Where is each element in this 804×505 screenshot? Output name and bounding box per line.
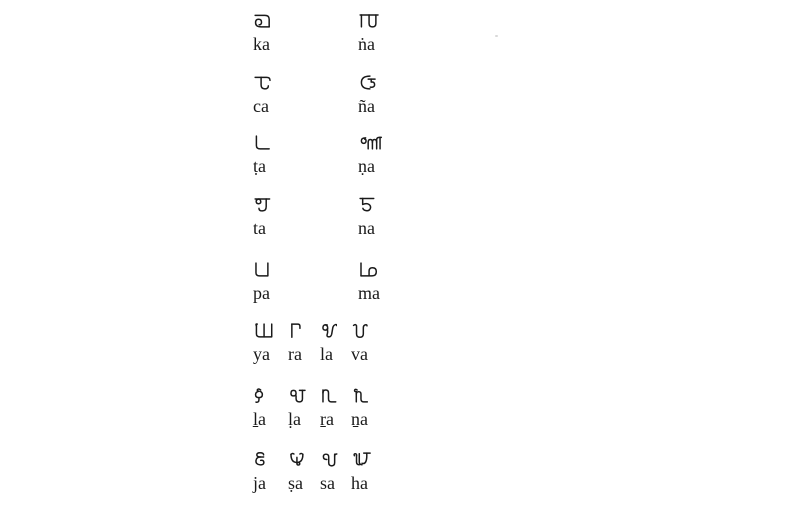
cell-nga <box>358 12 379 55</box>
transliteration: ta <box>253 218 266 238</box>
transliteration: ya <box>253 344 270 364</box>
cell-ja <box>253 451 270 494</box>
cell-rra <box>320 387 337 430</box>
cell-ra <box>288 322 302 365</box>
tamil-letter-glyph <box>253 12 271 29</box>
transliteration: pa <box>253 283 270 303</box>
transliteration: ṭa <box>253 156 266 176</box>
cell-ssa <box>288 451 307 494</box>
tamil-letter-glyph <box>351 322 368 339</box>
cell-ta <box>253 196 271 239</box>
cell-ma <box>358 261 380 304</box>
chart-row-tamil-special <box>0 387 804 437</box>
transliteration: ka <box>253 34 270 54</box>
transliteration: ṇa <box>358 156 375 176</box>
cell-nna <box>358 134 383 177</box>
tamil-letter-glyph <box>358 261 378 278</box>
tamil-letter-glyph <box>288 387 307 404</box>
tamil-letter-glyph <box>253 196 271 213</box>
chart-row-grantha <box>0 451 804 501</box>
tamil-letter-glyph <box>320 387 337 404</box>
cell-nnna <box>351 387 368 430</box>
tamil-letter-glyph <box>253 387 270 404</box>
tamil-letter-glyph <box>320 322 337 339</box>
cell-ya <box>253 322 274 365</box>
tamil-letter-glyph <box>351 451 371 468</box>
tamil-letter-glyph <box>358 12 379 29</box>
cell-ha <box>351 451 371 494</box>
chart-row-dental <box>0 196 804 246</box>
cell-lla <box>253 387 270 430</box>
transliteration: ḷa <box>288 409 301 429</box>
tamil-letter-glyph <box>320 451 339 468</box>
transliteration: ma <box>358 283 380 303</box>
cell-pa <box>253 261 270 304</box>
cell-na <box>358 196 375 239</box>
tamil-letter-glyph <box>253 322 274 339</box>
tamil-letter-glyph <box>253 74 271 91</box>
cell-ka <box>253 12 271 55</box>
chart-row-medials <box>0 322 804 372</box>
tamil-letter-glyph <box>358 196 375 213</box>
transliteration: ṉa <box>351 409 368 429</box>
transliteration: ḻa <box>253 409 266 429</box>
chart-row-labial <box>0 261 804 311</box>
tamil-letter-glyph <box>351 387 368 404</box>
tamil-letter-glyph <box>288 322 301 339</box>
transliteration: na <box>358 218 375 238</box>
transliteration: ṅa <box>358 34 375 54</box>
transliteration: ṣa <box>288 473 303 493</box>
transliteration: ña <box>358 96 375 116</box>
transliteration: ca <box>253 96 269 116</box>
tamil-letter-glyph <box>253 261 270 278</box>
cell-sa <box>320 451 339 494</box>
tamil-letter-glyph <box>253 134 270 151</box>
chart-row-palatal <box>0 74 804 124</box>
cell-ca <box>253 74 271 117</box>
transliteration: va <box>351 344 368 364</box>
cell-nya <box>358 74 378 117</box>
transliteration: ra <box>288 344 302 364</box>
cell-va <box>351 322 368 365</box>
chart-row-velar <box>0 12 804 62</box>
tamil-letter-glyph <box>253 451 270 468</box>
transliteration: sa <box>320 473 335 493</box>
transliteration: la <box>320 344 333 364</box>
cell-la <box>320 322 337 365</box>
cell-tta <box>253 134 270 177</box>
cell-llla <box>288 387 307 430</box>
chart-row-retroflex <box>0 134 804 184</box>
tamil-letter-glyph <box>358 74 378 91</box>
tamil-letter-glyph <box>358 134 383 151</box>
transliteration: ha <box>351 473 368 493</box>
transliteration: ṟa <box>320 409 334 429</box>
transliteration: ja <box>253 473 266 493</box>
tamil-letter-glyph <box>288 451 307 468</box>
